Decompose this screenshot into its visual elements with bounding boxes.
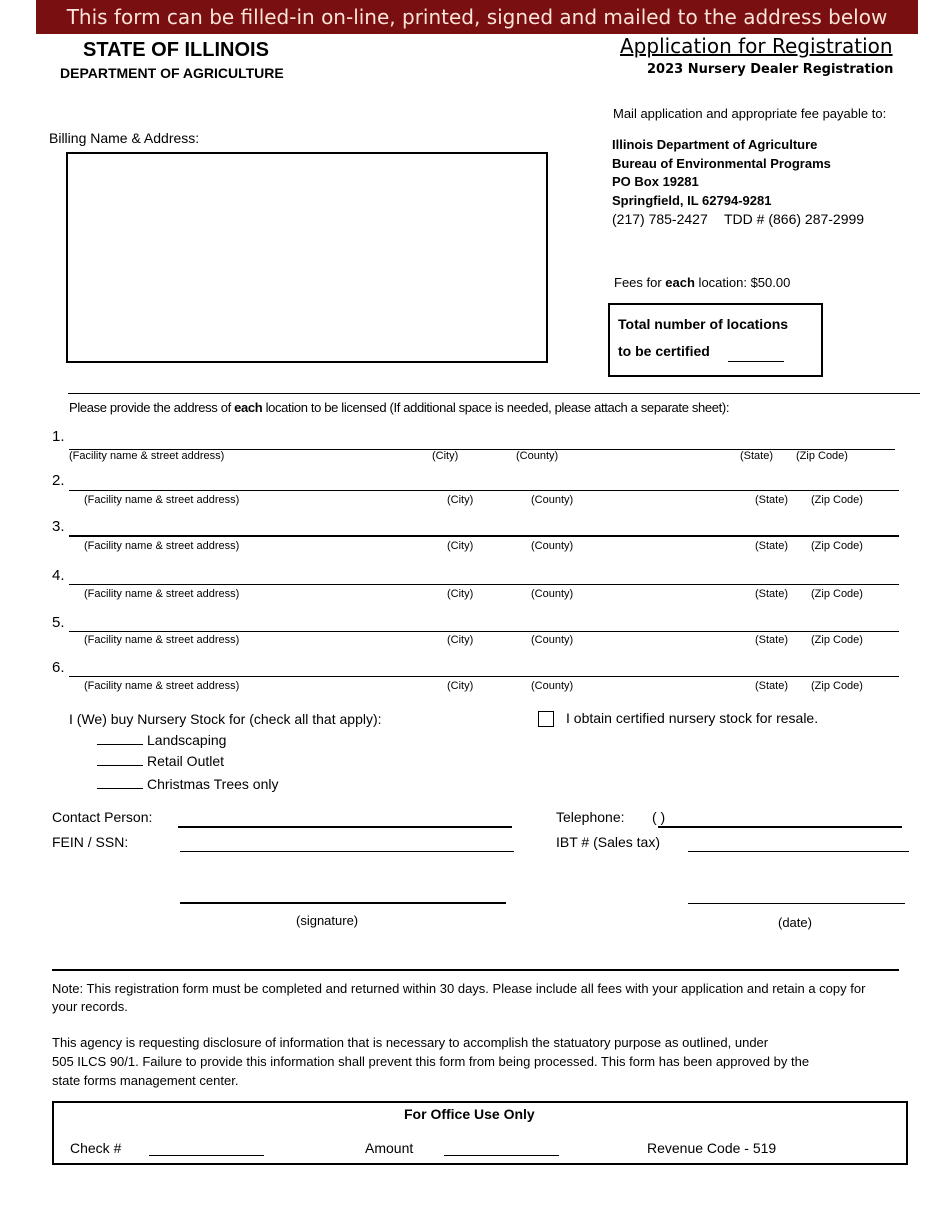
total-locations-box <box>608 303 823 377</box>
option-blank[interactable] <box>97 732 143 745</box>
fein-label: FEIN / SSN: <box>52 834 129 850</box>
application-subtitle: 2023 Nursery Dealer Registration <box>647 62 894 77</box>
fein-input[interactable] <box>180 833 514 852</box>
location-6-input[interactable] <box>69 658 899 677</box>
telephone-input[interactable] <box>658 808 902 828</box>
mail-address-line: Springfield, IL 62794-9281 <box>612 193 772 208</box>
caption-county: (County) <box>531 588 574 600</box>
location-4-input[interactable] <box>69 566 899 585</box>
location-number: 3. <box>52 518 65 535</box>
fee-prefix: Fees for <box>614 275 666 290</box>
buy-option-retail[interactable] <box>97 753 224 769</box>
caption-state: (State) <box>755 680 789 692</box>
total-locations-input[interactable] <box>728 343 784 362</box>
office-use-box <box>52 1101 908 1165</box>
location-3-input[interactable] <box>69 517 899 537</box>
billing-label: Billing Name & Address: <box>49 130 200 146</box>
caption-state: (State) <box>755 588 789 600</box>
caption-city: (City) <box>447 588 474 600</box>
certified-stock-checkbox[interactable] <box>538 711 554 727</box>
contact-person-input[interactable] <box>178 808 512 828</box>
caption-state: (State) <box>740 450 774 462</box>
mail-address-line: Illinois Department of Agriculture <box>612 137 818 152</box>
amount-line[interactable] <box>444 1155 559 1156</box>
location-1-input[interactable] <box>69 430 895 450</box>
caption-facility: (Facility name & street address) <box>84 634 240 646</box>
amount-label: Amount <box>365 1140 414 1156</box>
agency-text-3: state forms management center. <box>52 1073 239 1088</box>
note-text: Note: This registration form must be completed and returned within 30 days. Please include all fees with your application and retain a copy for your records. <box>52 981 866 1014</box>
instruction-post: location to be licensed (If additional space is needed, please attach a separate sheet): <box>262 400 730 415</box>
caption-county: (County) <box>531 494 574 506</box>
caption-facility: (Facility name & street address) <box>84 588 240 600</box>
caption-county: (County) <box>531 634 574 646</box>
caption-zip: (Zip Code) <box>811 588 863 600</box>
total-locations-label-2: to be certified <box>618 343 710 359</box>
date-line[interactable] <box>688 903 905 904</box>
caption-city: (City) <box>447 634 474 646</box>
location-5-input[interactable] <box>69 613 899 632</box>
state-title: STATE OF ILLINOIS <box>83 39 269 61</box>
caption-state: (State) <box>755 540 789 552</box>
application-title: Application for Registration <box>620 34 893 58</box>
option-label: Christmas Trees only <box>147 776 279 792</box>
office-use-title: For Office Use Only <box>404 1106 535 1122</box>
instruction-each: each <box>234 400 263 415</box>
contact-person-label: Contact Person: <box>52 809 153 825</box>
caption-zip: (Zip Code) <box>811 494 863 506</box>
signature-line[interactable] <box>180 902 506 904</box>
buy-option-landscaping[interactable] <box>97 732 226 748</box>
buy-option-christmas-trees[interactable] <box>97 776 278 792</box>
ibt-label: IBT # (Sales tax) <box>556 834 661 850</box>
mail-instruction: Mail application and appropriate fee payable to: <box>613 106 887 121</box>
caption-county: (County) <box>531 680 574 692</box>
instruction-pre: Please provide the address of <box>69 400 235 415</box>
caption-county: (County) <box>516 450 559 462</box>
mail-address-line: Bureau of Environmental Programs <box>612 156 831 171</box>
location-2-input[interactable] <box>69 472 899 491</box>
caption-zip: (Zip Code) <box>811 634 863 646</box>
location-number: 2. <box>52 472 65 489</box>
caption-city: (City) <box>447 540 474 552</box>
caption-city: (City) <box>447 494 474 506</box>
mail-phone: (217) 785-2427 <box>612 211 708 227</box>
fee-text <box>614 275 790 290</box>
caption-zip: (Zip Code) <box>796 450 848 462</box>
caption-city: (City) <box>432 450 459 462</box>
option-label: Retail Outlet <box>147 753 225 769</box>
caption-state: (State) <box>755 634 789 646</box>
date-label: (date) <box>778 915 812 930</box>
online-form-banner: This form can be filled-in on-line, printed, signed and mailed to the address below <box>36 0 918 34</box>
caption-county: (County) <box>531 540 574 552</box>
certified-stock-label: I obtain certified nursery stock for resale. <box>566 710 819 726</box>
department-title: DEPARTMENT OF AGRICULTURE <box>60 65 284 81</box>
option-blank[interactable] <box>97 776 143 789</box>
revenue-code: Revenue Code - 519 <box>647 1140 777 1156</box>
caption-zip: (Zip Code) <box>811 680 863 692</box>
notes-divider <box>52 969 899 971</box>
caption-city: (City) <box>447 680 474 692</box>
agency-text-1: This agency is requesting disclosure of information that is necessary to accomplish the statuatory purpose as outlined, under <box>52 1035 769 1050</box>
caption-facility: (Facility name & street address) <box>84 540 240 552</box>
location-number: 5. <box>52 614 65 631</box>
total-locations-label: Total number of locations <box>618 316 789 332</box>
caption-zip: (Zip Code) <box>811 540 863 552</box>
caption-facility: (Facility name & street address) <box>84 680 240 692</box>
caption-state: (State) <box>755 494 789 506</box>
caption-facility: (Facility name & street address) <box>84 494 240 506</box>
caption-facility: (Facility name & street address) <box>69 450 225 462</box>
telephone-area-code[interactable]: ( ) <box>652 809 666 825</box>
buy-heading: I (We) buy Nursery Stock for (check all that apply): <box>69 711 382 727</box>
signature-label: (signature) <box>296 913 359 928</box>
option-blank[interactable] <box>97 753 143 766</box>
fee-suffix: location: $50.00 <box>694 275 791 290</box>
agency-text-2: 505 ILCS 90/1. Failure to provide this information shall prevent this form from being processed. This form has been approved by the <box>52 1054 810 1069</box>
mail-address-line: PO Box 19281 <box>612 174 699 189</box>
fee-each: each <box>665 275 695 290</box>
check-number-line[interactable] <box>149 1155 264 1156</box>
section-divider <box>68 393 920 394</box>
mail-tdd: TDD # (866) 287-2999 <box>724 211 865 227</box>
check-number-label: Check # <box>70 1140 122 1156</box>
location-number: 6. <box>52 659 65 676</box>
locations-instruction <box>69 400 729 415</box>
telephone-label: Telephone: <box>556 809 625 825</box>
location-number: 1. <box>52 428 65 445</box>
billing-address-input[interactable] <box>66 152 548 363</box>
ibt-input[interactable] <box>688 833 909 852</box>
option-label: Landscaping <box>147 732 227 748</box>
location-number: 4. <box>52 567 65 584</box>
